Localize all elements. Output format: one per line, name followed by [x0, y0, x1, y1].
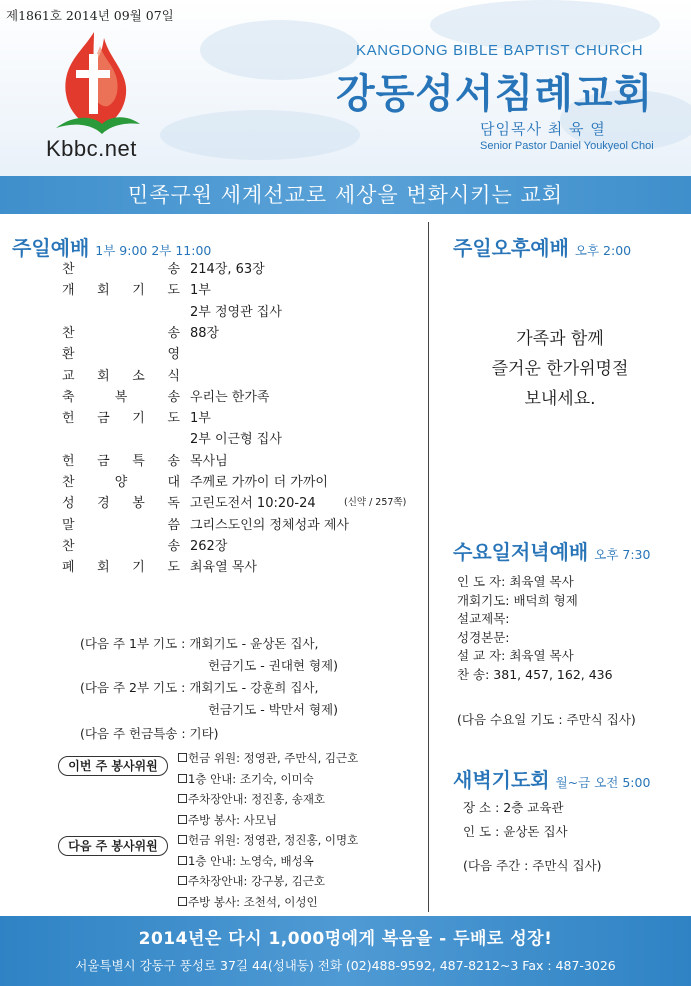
dawn-prayer-title-text: 새벽기도회: [453, 768, 550, 792]
logo-website-text: Kbbc.net: [46, 136, 137, 161]
service-row-value: 2부 정영관 집사: [190, 304, 282, 320]
senior-pastor-korean: 담임목사 최 육 열: [480, 120, 606, 138]
label-char: 폐: [62, 560, 75, 576]
duty-entry: [178, 771, 314, 787]
service-row: [0, 535, 428, 555]
church-name-korean: 강동성서침례교회: [336, 71, 654, 117]
holiday-greeting-line-3: 보내세요.: [524, 389, 596, 409]
dawn-detail-row: 장 소 : 2층 교육관: [463, 800, 564, 815]
service-row-label: [62, 535, 180, 554]
label-char: 찬: [62, 538, 75, 554]
service-row-value: 최육열 목사: [190, 560, 257, 576]
checkbox-square-icon: [178, 897, 187, 906]
bulletin-footer: [0, 916, 691, 986]
checkbox-square-icon: [178, 774, 187, 783]
duty-entry: [178, 894, 318, 910]
service-row: [0, 450, 428, 470]
checkbox-square-icon: [178, 815, 187, 824]
service-row-label: [62, 343, 180, 362]
service-row-value: 214장, 63장: [190, 262, 265, 277]
afternoon-service-title-text: 주일오후예배: [453, 236, 569, 260]
footer-growth-goal: 2014년은 다시 1,000명에게 복음을 - 두배로 성장!: [138, 929, 553, 949]
duty-entry-text: 주방 봉사: 조천석, 이성인: [188, 894, 318, 909]
label-char: 봉: [132, 496, 145, 512]
checkbox-square-icon: [178, 835, 187, 844]
label-char: 소: [132, 368, 145, 384]
checkbox-square-icon: [178, 876, 187, 885]
label-char: 영: [167, 347, 180, 363]
service-row-label: [62, 365, 180, 384]
service-row-label: [62, 279, 180, 298]
service-row-value: 목사님: [190, 453, 228, 469]
sunday-service-time: 1부 9:00 2부 11:00: [95, 243, 212, 258]
label-char: 송: [167, 325, 180, 341]
label-char: 회: [97, 283, 110, 299]
service-row: [0, 556, 428, 576]
service-row: [0, 407, 428, 427]
duty-entry: [178, 750, 358, 766]
label-char: 헌: [62, 453, 75, 469]
wednesday-detail-row: 인 도 자: 최육열 목사: [457, 574, 574, 589]
dawn-prayer-time: 월~금 오전 5:00: [555, 775, 651, 790]
holiday-greeting-line-2: 즐거운 한가위명절: [491, 359, 629, 379]
afternoon-service-time: 오후 2:00: [574, 243, 632, 258]
duty-entry-text: 헌금 위원: 정영관, 정진홍, 이명호: [188, 833, 359, 847]
label-char: 찬: [62, 262, 75, 277]
duty-entry: [178, 812, 277, 828]
label-char: 송: [167, 262, 180, 277]
duty-entry-text: 1층 안내: 노영숙, 배성옥: [188, 853, 314, 868]
duty-entry: [178, 873, 325, 889]
label-char: 씀: [167, 517, 180, 533]
service-row-label: [62, 514, 180, 533]
label-char: 찬: [62, 325, 75, 341]
label-char: 기: [132, 283, 145, 299]
service-row: [0, 322, 428, 342]
wednesday-service-title-text: 수요일저녁예배: [453, 540, 589, 564]
service-row: [0, 471, 428, 491]
service-row-value: 그리스도인의 정체성과 제사: [190, 517, 349, 533]
service-row-value: 88장: [190, 325, 220, 341]
afternoon-service-title: [453, 232, 631, 261]
service-row-label: [62, 322, 180, 341]
label-char: 말: [62, 517, 75, 533]
checkbox-square-icon: [178, 856, 187, 865]
next-prayer-line: 헌금기도 - 권대현 형제): [208, 658, 338, 673]
duty-entry-text: 주차장안내: 강구봉, 김근호: [188, 874, 326, 888]
label-char: 독: [167, 496, 180, 512]
service-row: [0, 428, 428, 448]
label-char: 복: [114, 389, 128, 405]
next-prayer-line: (다음 주 헌금특송 : 기타): [80, 726, 219, 741]
church-logo-flame-cross-icon: [44, 24, 144, 142]
service-row-label: [62, 407, 180, 426]
dawn-next-leader: (다음 주간 : 주만식 집사): [463, 858, 602, 873]
wednesday-detail-row: 개회기도: 배덕희 형제: [457, 592, 578, 608]
footer-church-address: 서울특별시 강동구 풍성로 37길 44(성내동) 전화 (02)488-9592, 487-8212~3 Fax : 487-3026: [75, 958, 616, 973]
checkbox-square-icon: [178, 753, 187, 762]
label-char: 대: [167, 475, 180, 490]
label-char: 헌: [62, 411, 75, 427]
wednesday-detail-row: 설 교 자: 최육열 목사: [457, 648, 574, 663]
dawn-detail-row: 인 도 : 윤상돈 집사: [463, 824, 568, 839]
dawn-prayer-title: [453, 764, 650, 793]
label-char: 송: [167, 453, 180, 469]
label-char: 기: [132, 560, 145, 576]
wednesday-detail-row: 설교제목:: [457, 611, 510, 626]
service-row-value: 2부 이근형 집사: [190, 432, 282, 448]
wednesday-service-title: [453, 536, 650, 565]
service-row-label: [62, 258, 180, 277]
scripture-page-note: (신약 / 257쪽): [344, 497, 407, 509]
service-row: [0, 514, 428, 534]
service-row-label: [62, 492, 180, 511]
next-week-duty-badge: 다음 주 봉사위원: [58, 836, 168, 856]
duty-entry: [178, 791, 325, 807]
service-row-value: 고린도전서 10:20-24: [190, 496, 316, 512]
label-char: 축: [62, 389, 75, 405]
service-row-value: 1부: [190, 411, 211, 427]
service-row-label: [62, 450, 180, 469]
checkbox-square-icon: [178, 794, 187, 803]
label-char: 성: [62, 496, 75, 512]
bulletin-header: [0, 0, 691, 176]
service-row: [0, 343, 428, 363]
senior-pastor-english: Senior Pastor Daniel Youkyeol Choi: [480, 140, 654, 152]
label-char: 기: [132, 411, 145, 427]
label-char: 특: [132, 453, 145, 469]
label-char: 교: [62, 368, 75, 384]
label-char: 금: [97, 411, 110, 427]
duty-entry: [178, 832, 358, 848]
service-row-value: 262장: [190, 538, 228, 554]
label-char: 개: [62, 283, 75, 299]
label-char: 도: [167, 411, 180, 427]
next-prayer-line: (다음 주 1부 기도 : 개회기도 - 윤상돈 집사,: [80, 636, 319, 651]
service-row: [0, 492, 428, 512]
service-row-label: [62, 386, 180, 405]
service-row-label: [62, 556, 180, 575]
label-char: 도: [167, 283, 180, 299]
duty-entry: [178, 853, 314, 869]
wednesday-detail-row: 성경본문:: [457, 629, 510, 645]
service-row: [0, 301, 428, 321]
sunday-service-column: [0, 214, 428, 916]
label-char: 송: [167, 538, 180, 554]
duty-entry-text: 헌금 위원: 정영관, 주만식, 김근호: [188, 751, 359, 765]
service-row: [0, 365, 428, 385]
church-name-english: KANGDONG BIBLE BAPTIST CHURCH: [356, 42, 644, 59]
church-slogan-band: 민족구원 세계선교로 세상을 변화시키는 교회: [0, 176, 691, 214]
label-char: 도: [167, 560, 180, 576]
label-char: 양: [114, 475, 128, 490]
service-row: [0, 258, 428, 278]
service-row-label: [62, 471, 180, 490]
next-prayer-line: 헌금기도 - 박만서 형제): [208, 702, 338, 717]
weekday-services-column: [429, 214, 691, 916]
duty-entry-text: 주방 봉사: 사모님: [188, 812, 277, 827]
service-row-value: 주께로 가까이 더 가까이: [190, 475, 328, 490]
wednesday-service-time: 오후 7:30: [594, 547, 651, 562]
duty-entry-text: 주차장안내: 정진홍, 송재호: [188, 792, 326, 806]
label-char: 환: [62, 347, 75, 363]
wednesday-detail-row: 찬 송: 381, 457, 162, 436: [457, 666, 613, 682]
service-row-value: 1부: [190, 283, 211, 299]
label-char: 송: [167, 389, 180, 405]
label-char: 경: [97, 496, 110, 512]
sunday-service-title: [12, 232, 211, 261]
service-row-value: 우리는 한가족: [190, 389, 270, 405]
duty-entry-text: 1층 안내: 조기숙, 이미숙: [188, 771, 314, 786]
holiday-greeting-line-1: 가족과 함께: [516, 329, 604, 349]
label-char: 회: [97, 560, 110, 576]
issue-number-date: 제1861호 2014년 09월 07일: [6, 8, 174, 23]
label-char: 식: [167, 368, 180, 384]
label-char: 금: [97, 453, 110, 469]
this-week-duty-badge: 이번 주 봉사위원: [58, 756, 168, 776]
wednesday-next-prayer: (다음 수요일 기도 : 주만식 집사): [457, 712, 636, 727]
label-char: 회: [97, 368, 110, 384]
service-row: [0, 279, 428, 299]
next-prayer-line: (다음 주 2부 기도 : 개회기도 - 강훈희 집사,: [80, 680, 319, 695]
service-row: [0, 386, 428, 406]
label-char: 찬: [62, 475, 75, 490]
sunday-service-title-text: 주일예배: [12, 236, 90, 260]
